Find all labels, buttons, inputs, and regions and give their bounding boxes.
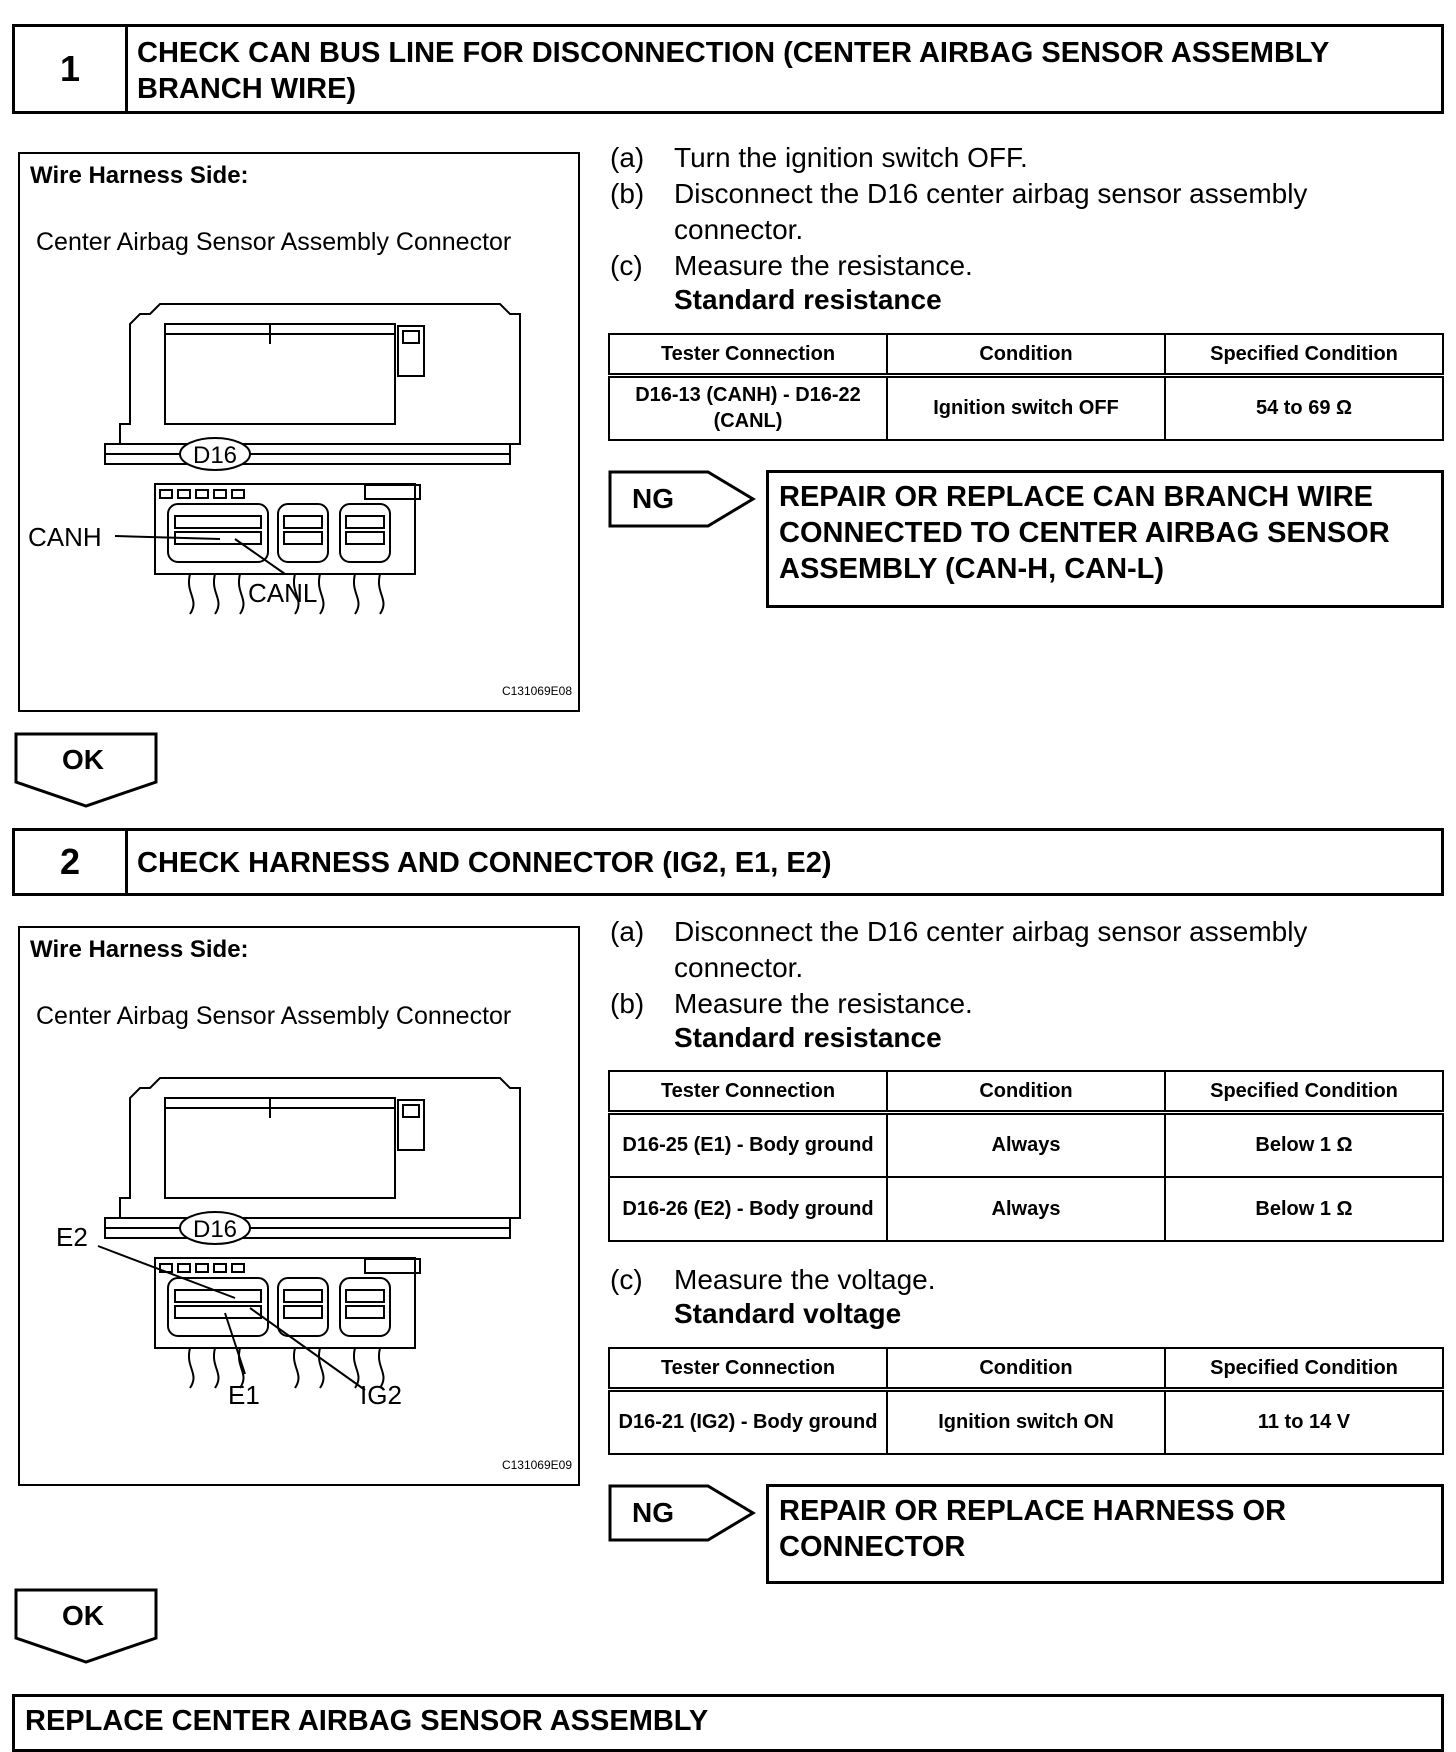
figure-heading: Wire Harness Side: <box>30 162 249 189</box>
figure-id: C131069E08 <box>501 684 572 698</box>
table-header: Specified Condition <box>1165 1348 1443 1390</box>
instruction-letter: (b) <box>610 988 645 1019</box>
instruction-a <box>610 140 1410 176</box>
step-number: 2 <box>15 831 128 893</box>
figure-heading: Wire Harness Side: <box>30 936 249 963</box>
instruction-text: Measure the resistance. <box>674 988 973 1019</box>
table-header: Tester Connection <box>609 334 887 376</box>
table-cell: Ignition switch OFF <box>887 376 1165 440</box>
connector-diagram <box>20 154 582 714</box>
ok-label: OK <box>62 1600 104 1631</box>
table-cell: 54 to 69 Ω <box>1165 376 1443 440</box>
step-1-header <box>12 24 1444 114</box>
table-cell: Always <box>887 1113 1165 1177</box>
label-e1: E1 <box>228 1380 260 1410</box>
instruction-letter: (a) <box>610 142 645 173</box>
table-cell: Ignition switch ON <box>887 1390 1165 1454</box>
standard-label: Standard voltage <box>674 1298 902 1329</box>
instruction-text: Measure the voltage. <box>674 1264 936 1295</box>
instruction-b <box>610 176 1410 248</box>
spec-table-voltage <box>608 1347 1444 1455</box>
figure-id: C131069E09 <box>501 1458 572 1472</box>
table-cell: 11 to 14 V <box>1165 1390 1443 1454</box>
label-e2: E2 <box>56 1222 88 1252</box>
table-header-row <box>609 1348 1443 1390</box>
instruction-a <box>610 914 1410 986</box>
table-header-row <box>609 334 1443 376</box>
table-cell: Below 1 Ω <box>1165 1113 1443 1177</box>
instruction-text: Turn the ignition switch OFF. <box>674 142 1028 173</box>
table-header: Condition <box>887 334 1165 376</box>
instruction-text: Disconnect the D16 center airbag sensor assembly connector. <box>674 178 1308 245</box>
ng-result: REPAIR OR REPLACE CAN BRANCH WIRE CONNECTED TO CENTER AIRBAG SENSOR ASSEMBLY (CAN-H, CAN-L) <box>766 470 1444 608</box>
figure-subtitle: Center Airbag Sensor Assembly Connector <box>36 228 512 256</box>
standard-label: Standard resistance <box>674 1022 942 1053</box>
standard-label: Standard resistance <box>674 284 942 315</box>
instruction-text: Measure the resistance. <box>674 250 973 281</box>
step-title: CHECK HARNESS AND CONNECTOR (IG2, E1, E2) <box>137 847 832 879</box>
ok-label: OK <box>62 744 104 775</box>
instruction-c <box>610 1262 1410 1298</box>
table-cell: Always <box>887 1177 1165 1241</box>
table-cell: D16-26 (E2) - Body ground <box>609 1177 887 1241</box>
step-2-header <box>12 828 1444 896</box>
final-result: REPLACE CENTER AIRBAG SENSOR ASSEMBLY <box>12 1694 1444 1752</box>
connector-id: D16 <box>192 1216 238 1243</box>
instruction-letter: (c) <box>610 250 643 281</box>
table-row <box>609 1177 1443 1241</box>
connector-diagram <box>20 928 582 1488</box>
label-canl: CANL <box>248 578 318 608</box>
table-header: Tester Connection <box>609 1071 887 1113</box>
instruction-text: Disconnect the D16 center airbag sensor assembly connector. <box>674 916 1308 983</box>
instruction-c <box>610 248 1410 284</box>
table-header: Tester Connection <box>609 1348 887 1390</box>
step-title: CHECK CAN BUS LINE FOR DISCONNECTION (CENTER AIRBAG SENSOR ASSEMBLY BRANCH WIRE) <box>137 37 1329 105</box>
table-cell: Below 1 Ω <box>1165 1177 1443 1241</box>
label-ig2: IG2 <box>360 1380 402 1410</box>
step-number: 1 <box>15 27 128 111</box>
ng-arrow <box>608 1484 758 1542</box>
table-row <box>609 376 1443 440</box>
figure-subtitle: Center Airbag Sensor Assembly Connector <box>36 1002 512 1030</box>
ng-label: NG <box>632 483 674 514</box>
table-cell: D16-13 (CANH) - D16-22 (CANL) <box>609 376 887 440</box>
table-row <box>609 1390 1443 1454</box>
ng-arrow <box>608 470 758 528</box>
instruction-letter: (c) <box>610 1264 643 1295</box>
instruction-b <box>610 986 1410 1022</box>
label-canh: CANH <box>28 522 102 552</box>
table-header: Specified Condition <box>1165 334 1443 376</box>
ng-label: NG <box>632 1497 674 1528</box>
instruction-letter: (b) <box>610 178 645 209</box>
spec-table <box>608 333 1444 441</box>
step-2-figure <box>18 926 580 1486</box>
table-header: Condition <box>887 1348 1165 1390</box>
instruction-letter: (a) <box>610 916 645 947</box>
table-row <box>609 1113 1443 1177</box>
step-1-figure <box>18 152 580 712</box>
spec-table-resistance <box>608 1070 1444 1242</box>
table-header: Condition <box>887 1071 1165 1113</box>
table-header: Specified Condition <box>1165 1071 1443 1113</box>
ng-result: REPAIR OR REPLACE HARNESS OR CONNECTOR <box>766 1484 1444 1584</box>
table-cell: D16-25 (E1) - Body ground <box>609 1113 887 1177</box>
table-header-row <box>609 1071 1443 1113</box>
table-cell: D16-21 (IG2) - Body ground <box>609 1390 887 1454</box>
connector-id: D16 <box>192 442 238 469</box>
